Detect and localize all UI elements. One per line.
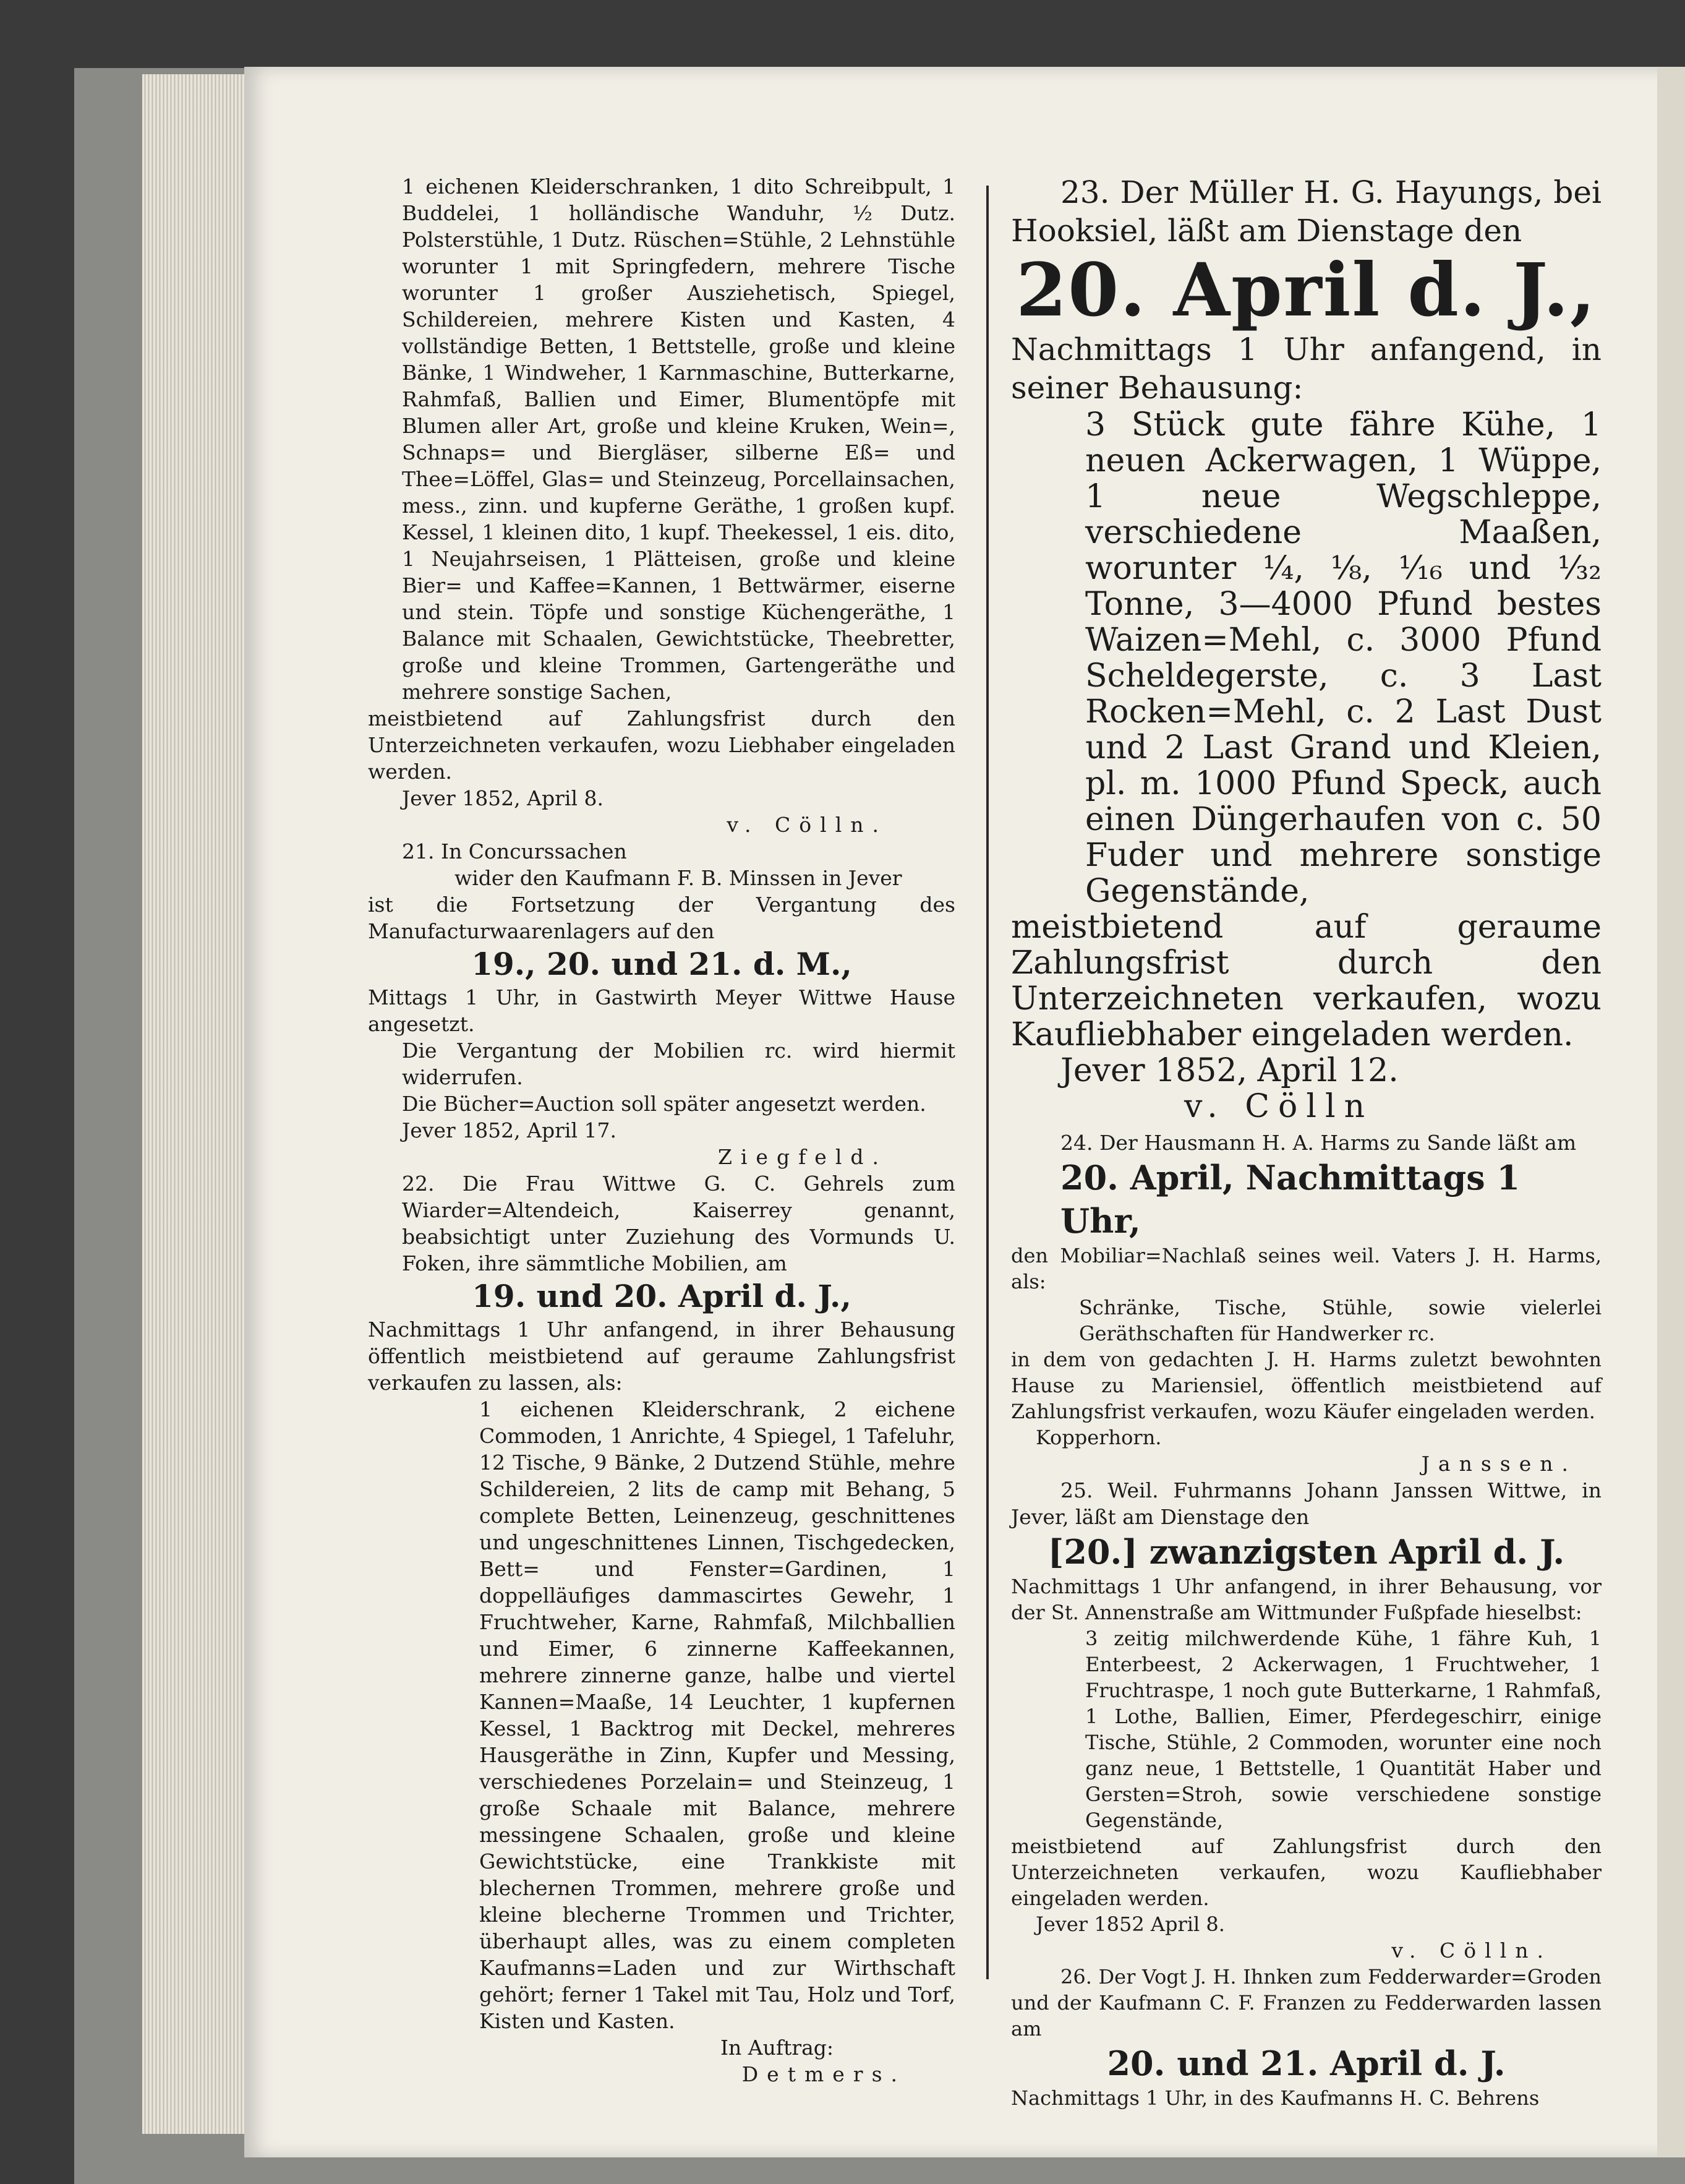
item21-text3: Die Vergantung der Mobilien rc. wird hiermit widerrufen. — [402, 1038, 955, 1089]
item24-text2: in dem von gedachten J. H. Harms zuletzt bewohnten Hause zu Mariensiel, öffentlich meistbietend auf Zahlungsfrist verkaufen, wozu Käufer eingeladen werden. — [1011, 1348, 1602, 1423]
item25-text: Nachmittags 1 Uhr anfangend, in ihrer Behausung, vor der St. Annenstraße am Wittmunder Fußpfade hieselbst: — [1011, 1575, 1602, 1624]
item26-date: 20. und 21. April d. J. — [1107, 2044, 1506, 2083]
page-edges — [142, 74, 247, 2134]
item23-date: 20. April d. J., — [1016, 247, 1597, 333]
item21-text2: Mittags 1 Uhr, in Gastwirth Meyer Wittwe Hause angesetzt. — [368, 985, 955, 1036]
item24-heading: 24. Der Hausmann H. A. Harms zu Sande läßt am — [1060, 1131, 1577, 1155]
item21-subheading: wider den Kaufmann F. B. Minssen in Jever — [454, 866, 902, 890]
item24-date: 20. April, Nachmittags 1 Uhr, — [1060, 1158, 1521, 1241]
item22-dates: 19. und 20. April d. J., — [472, 1278, 851, 1314]
item22-text2: Nachmittags 1 Uhr anfangend, in ihrer Behausung öffentlich meistbietend auf geraume Zahlungsfrist verkaufen zu lassen, als: — [368, 1317, 955, 1395]
item20-items: 1 eichenen Kleiderschranken, 1 dito Schreibpult, 1 Buddelei, 1 holländische Wanduhr, ½ Dutz. Polsterstühle, 1 Dutz. Rüschen=Stühle, 2 Lehnstühle worunter 1 mit Springfedern, mehrere Tische worunter 1 großer Ausziehetisch, Spiegel, Schildereien, mehrere Kisten und Kasten, 4 vollständige Betten, 1 Bettstelle, große und kleine Bänke, 1 Windweher, 1 Karnmaschine, Butterkarne, Rahmfaß, Ballien und Eimer, Blumentöpfe mit Blumen aller Art, große und kleine Kruken, Wein=, Schnaps= und Biergläser, silberne Eß= und Thee=Löffel, Glas= und Steinzeug, Porcellainsachen, mess., zinn. und kupferne Geräthe, 1 großen kupf. Kessel, 1 kleinen dito, 1 kupf. Theekessel, 1 eis. dito, 1 Neujahrseisen, 1 Plätteisen, große und kleine Bier= und Kaffee=Kannen, 1 Bettwärmer, eiserne und stein. Töpfe und sonstige Küchengeräthe, 1 Balance mit Schaalen, Gewichtstücke, Theebretter, große und kleine Trommen, Gartengeräthe und mehrere sonstige Sachen, — [402, 174, 955, 704]
item22-items: 1 eichenen Kleiderschrank, 2 eichene Commoden, 1 Anrichte, 4 Spiegel, 1 Tafeluhr, 12 Tische, 9 Bänke, 2 Dutzend Stühle, mehre Schildereien, 2 lits de camp mit Behang, 5 complete Betten, Leinenzeug, geschnittenes und ungeschnittenes Linnen, Tischgedecken, Bett= und Fenster=Gardinen, 1 doppelläufiges dammascirtes Gewehr, 1 Fruchtweher, Karne, Rahmfaß, Milchballien und Eimer, 6 zinnerne Kaffeekannen, mehrere zinnerne ganze, halbe und viertel Kannen=Maaße, 14 Leuchter, 1 kupfernen Kessel, 1 Backtrog mit Deckel, mehreres Hausgeräthe in Zinn, Kupfer und Messing, verschiedenes Porzelain= und Steinzeug, 1 große Schaale mit Balance, mehrere messingene Schaalen, große und kleine Gewichtstücke, eine Trankkiste mit blechernen Trommen, mehrere große und kleine blecherne Trommen und Trichter, überhaupt alles, was zu einem completen Kaufmanns=Laden und zur Wirthschaft gehört; ferner 1 Takel mit Tau, Holz und Torf, Kisten und Kasten. — [479, 1397, 955, 2033]
item25-heading: 25. Weil. Fuhrmanns Johann Janssen Wittwe, in Jever, läßt am Dienstage den — [1011, 1478, 1602, 1529]
item24-items: Schränke, Tische, Stühle, sowie vielerlei Geräthschaften für Handwerker rc. — [1079, 1296, 1602, 1345]
item20-date: Jever 1852, April 8. — [402, 786, 604, 810]
item23-date2: Jever 1852, April 12. — [1060, 1052, 1399, 1089]
item25-items: 3 zeitig milchwerdende Kühe, 1 fähre Kuh, 1 Enterbeest, 2 Ackerwagen, 1 Fruchtweher, 1 Fruchtraspe, 1 noch gute Butterkarne, 1 Rahmfaß, 1 Lothe, Ballien, Eimer, Pferdegeschirr, einige Tische, Stühle, 2 Commoden, worunter eine noch ganz neue, 1 Bettstelle, 1 Quantität Haber und Gersten=Stroh, sowie verschiedene sonstige Gegenstände, — [1085, 1627, 1602, 1832]
item25-date2: Jever 1852 April 8. — [1036, 1912, 1225, 1936]
item23-signature: v. Cölln — [1184, 1088, 1374, 1125]
right-column — [1011, 173, 1602, 2111]
item22-auftrag: In Auftrag: — [720, 2036, 834, 2060]
item24-place: Kopperhorn. — [1036, 1426, 1162, 1449]
item21-text4: Die Bücher=Auction soll später angesetzt werden. — [402, 1092, 926, 1116]
item22-text: 22. Die Frau Wittwe G. C. Gehrels zum Wiarder=Altendeich, Kaiserrey genannt, beabsichtigt unter Zuziehung des Vormunds U. Foken, ihre sämmtliche Mobilien, am — [402, 1171, 955, 1275]
item22-signature: Detmers. — [741, 2062, 906, 2086]
item26-text: Nachmittags 1 Uhr, in des Kaufmanns H. C. Behrens — [1011, 2086, 1540, 2110]
column-rule — [986, 186, 989, 1979]
item25-date: [20.] zwanzigsten April d. J. — [1047, 1532, 1565, 1572]
item23-text2: meistbietend auf geraume Zahlungsfrist durch den Unterzeichneten verkaufen, wozu Kaufliebhaber eingeladen werden. — [1011, 909, 1602, 1053]
item21-date: Jever 1852, April 17. — [402, 1118, 616, 1142]
item26-heading: 26. Der Vogt J. H. Ihnken zum Fedderwarder=Groden und der Kaufmann C. F. Franzen zu Fedderwarden lassen am — [1011, 1965, 1602, 2041]
item20-signature: v. Cölln. — [727, 813, 887, 837]
item25-signature: v. Cölln. — [1391, 1938, 1552, 1963]
left-column — [368, 173, 955, 2088]
item21-text: ist die Fortsetzung der Vergantung des Manufacturwaarenlagers auf den — [368, 893, 955, 943]
item24-signature: Janssen. — [1421, 1452, 1577, 1476]
item23-items: 3 Stück gute fähre Kühe, 1 neuen Ackerwagen, 1 Wüppe, 1 neue Wegschleppe, verschiedene Maaßen, worunter ¼, ⅛, ¹⁄₁₆ und ¹⁄₃₂ Tonne, 3—4000 Pfund bestes Waizen=Mehl, c. 3000 Pfund Scheldegerste, c. 3 Last Rocken=Mehl, c. 2 Last Dust und 2 Last Grand und Kleien, pl. m. 1000 Pfund Speck, auch einen Düngerhaufen von c. 50 Fuder und mehrere sonstige Gegenstände, — [1085, 406, 1602, 910]
item21-signature: Ziegfeld. — [717, 1145, 887, 1169]
item20-text: meistbietend auf Zahlungsfrist durch den Unterzeichneten verkaufen, wozu Liebhaber eingeladen werden. — [368, 706, 955, 784]
item21-dates: 19., 20. und 21. d. M., — [471, 946, 852, 982]
item25-text2: meistbietend auf Zahlungsfrist durch den Unterzeichneten verkaufen, wozu Kaufliebhaber eingeladen werden. — [1011, 1835, 1602, 1910]
item23-heading: 23. Der Müller H. G. Hayungs, bei Hooksiel, läßt am Dienstage den — [1011, 174, 1602, 249]
facing-page-edge — [1657, 67, 1685, 2157]
item21-heading: 21. In Concurssachen — [402, 839, 627, 863]
item23-text: Nachmittags 1 Uhr anfangend, in seiner Behausung: — [1011, 332, 1602, 406]
item24-text: den Mobiliar=Nachlaß seines weil. Vaters J. H. Harms, als: — [1011, 1244, 1602, 1293]
